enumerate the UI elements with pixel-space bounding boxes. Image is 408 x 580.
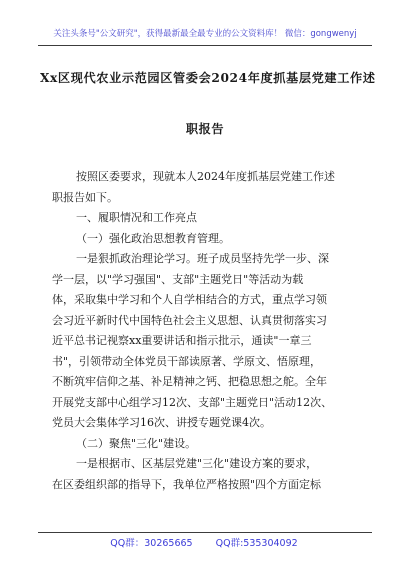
header-divider <box>38 45 372 46</box>
body-text <box>52 167 362 495</box>
footer-qq-group-2: QQ群:535304092 <box>215 538 298 549</box>
footer-qq-group-1: QQ群：30265665 <box>110 538 193 549</box>
paragraph-line: 学一层，以"学习强国"、支部"主题党日"等活动为载 <box>52 272 304 286</box>
paragraph-line: 党员大会集体学习16次、讲授专题党课4次。 <box>52 416 271 429</box>
paragraph-line: 会习近平新时代中国特色社会主义思想、认真贯彻落实习 <box>52 313 327 327</box>
footer-divider <box>38 532 372 533</box>
document-title-line2: 职报告 <box>185 122 225 136</box>
intro-line: 按照区委要求，现就本人2024年度抓基层党建工作述 <box>76 170 335 183</box>
paragraph-line: 不断筑牢信仰之基、补足精神之钙、把稳思想之舵。全年 <box>52 375 327 388</box>
page-header <box>0 0 408 60</box>
paragraph-line: 书"，引领带动全体党员干部读原著、学原文、悟原理， <box>52 354 322 368</box>
paragraph-line: 体，采取集中学习和个人自学相结合的方式，重点学习领 <box>52 293 327 306</box>
header-banner: 关注头条号"公文研究"，获得最新最全最专业的公文资料库！ 微信：gongwenyj <box>53 29 357 39</box>
subsection-heading: （二）聚焦"三化"建设。 <box>76 436 197 450</box>
section-heading: 一、履职情况和工作亮点 <box>76 211 197 224</box>
document-title-line1: Xx区现代农业示范园区管委会2024年度抓基层党建工作述 <box>40 71 376 85</box>
intro-line: 职报告如下。 <box>52 190 118 204</box>
paragraph-line: 开展党支部中心组学习12次、支部"主题党日"活动12次、 <box>52 395 333 409</box>
page-footer <box>0 535 408 549</box>
subsection-heading: （一）强化政治思想教育管理。 <box>76 231 230 245</box>
paragraph-line: 一是根据市、区基层党建"三化"建设方案的要求， <box>76 457 318 470</box>
paragraph-line: 近平总书记视察xx重要讲话和指示批示，通读"一章三 <box>52 334 312 347</box>
paragraph-line: 一是狠抓政治理论学习。班子成员坚持先学一步、深 <box>76 252 329 265</box>
paragraph-line: 在区委组织部的指导下，我单位严格按照"四个方面定标 <box>52 477 322 491</box>
